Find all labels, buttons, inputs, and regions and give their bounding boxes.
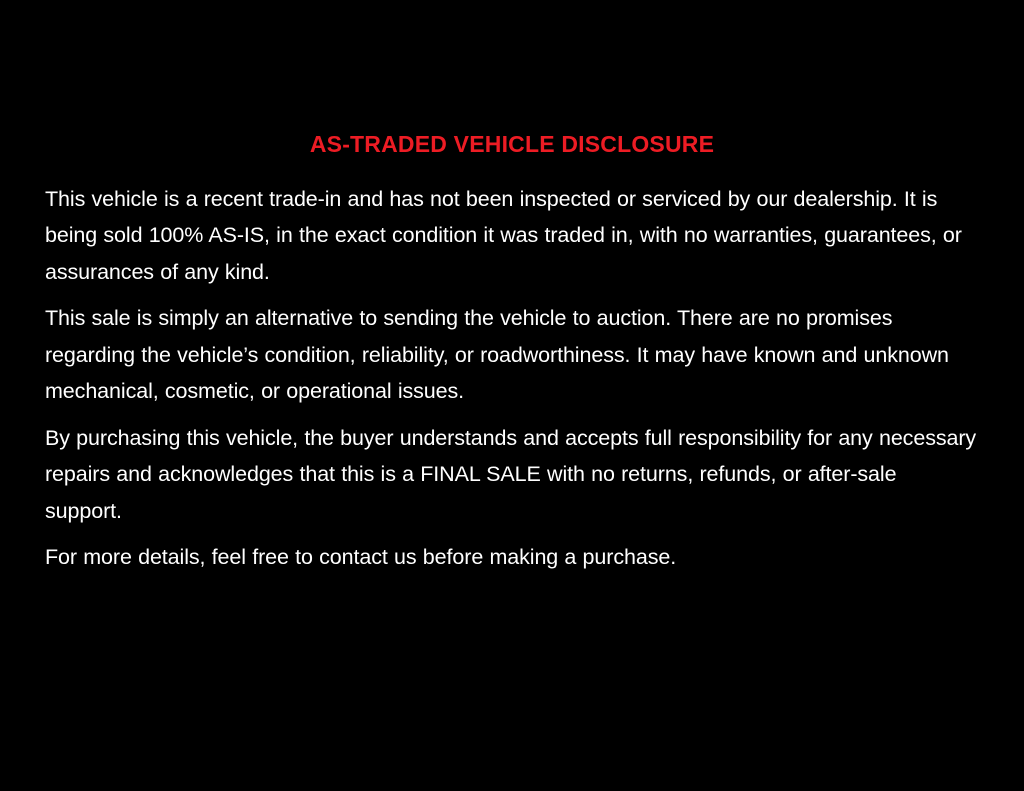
page-title: AS-TRADED VEHICLE DISCLOSURE: [309, 131, 715, 157]
disclosure-paragraph-1: This vehicle is a recent trade-in and has not been inspected or serviced by our dealership. It is being sold 100% AS-IS, in the exact condition it was traded in, with no warranties, guarantees, or assurances of any kind.: [45, 186, 962, 284]
disclosure-paragraph-2: This sale is simply an alternative to sending the vehicle to auction. There are no promises regarding the vehicle’s condition, reliability, or roadworthiness. It may have known and unknown mechanical, cosmetic, or operational issues.: [45, 306, 949, 404]
disclosure-paragraph-3: By purchasing this vehicle, the buyer understands and accepts full responsibility for any necessary repairs and acknowledges that this is a FINAL SALE with no returns, refunds, or after-sale support.: [45, 425, 977, 523]
disclosure-content: [45, 131, 979, 576]
disclosure-paragraph-4: For more details, feel free to contact us before making a purchase.: [45, 545, 677, 570]
